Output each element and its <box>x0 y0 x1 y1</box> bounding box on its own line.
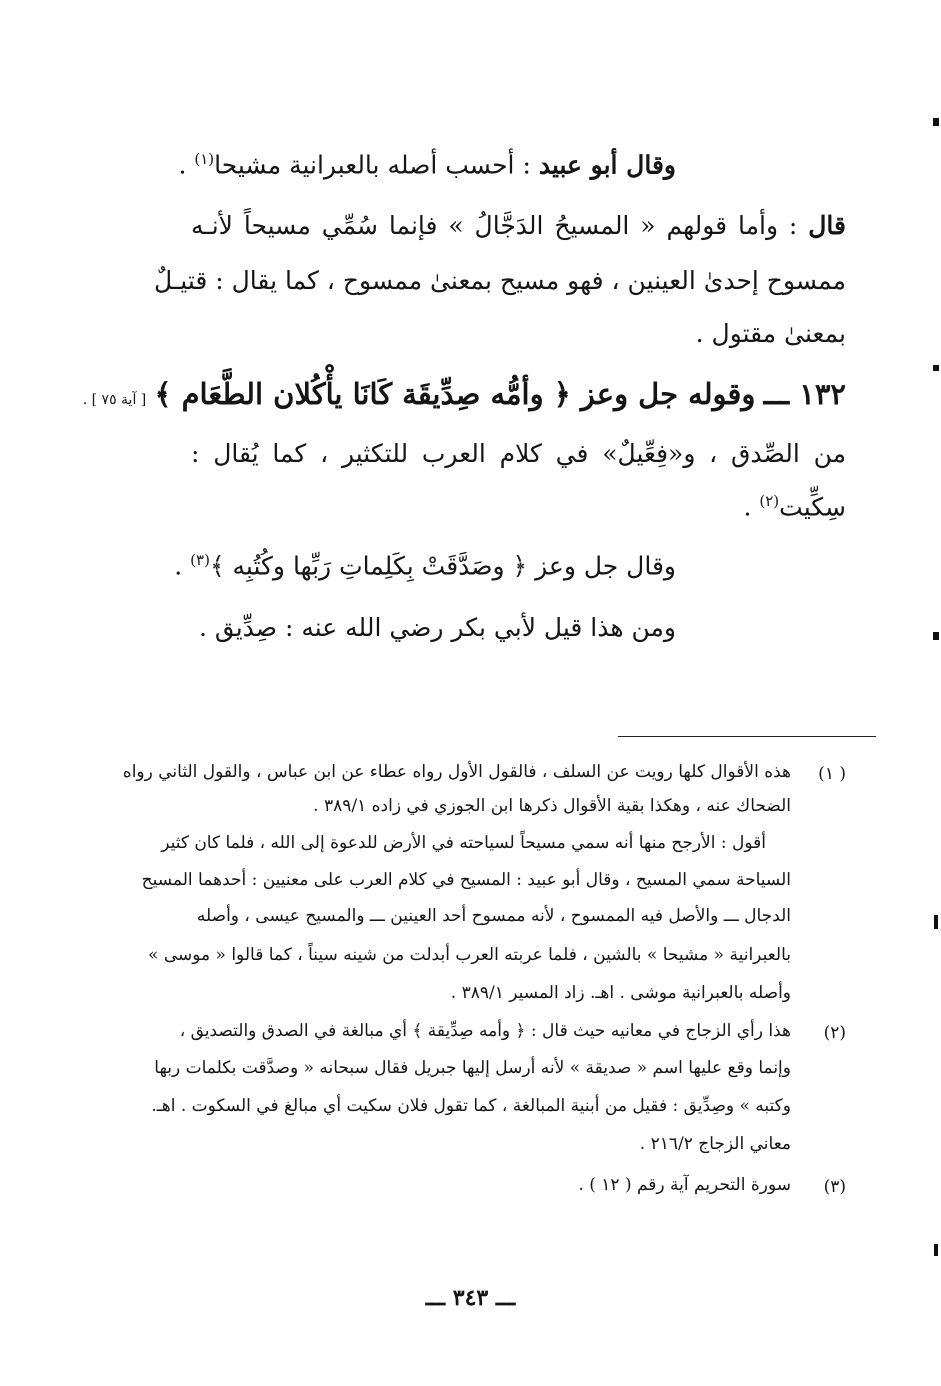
entry-verse: وقوله جل وعز ﴿ وأمُّه صِدِّيقَة كَانَا يأْكُلان الطَّعَام ﴾ <box>154 377 756 411</box>
main-line-1 <box>178 150 676 180</box>
line-text: سِكِّيت <box>779 492 846 522</box>
footnote-1-line: الدجال ـــ والأصل فيه الممسوح ، لأنه ممسوح أحد العينين ـــ والمسيح عيسى ، وأصله <box>196 906 791 926</box>
footnote-2-number: (٢) <box>823 1023 846 1043</box>
main-line-3: ممسوح إحدىٰ العينين ، فهو مسيح بمعنىٰ ممسوح ، كما يقال : قتيـلٌ <box>154 266 846 295</box>
footnote-separator <box>618 736 876 737</box>
scan-edge-mark <box>933 632 939 640</box>
scan-edge-mark <box>934 1244 938 1256</box>
speaker-name: وقال أبو عبيد <box>538 150 676 180</box>
footnote-2-line: هذا رأي الزجاج في معانيه حيث قال : ﴿ وأمه صِدِّيقة ﴾ أي مبالغة في الصدق والتصديق ، <box>179 1021 791 1041</box>
footnote-ref-2: (٢) <box>759 492 780 510</box>
footnote-ref-1: (١) <box>194 150 215 168</box>
footnote-1-line: هذه الأقوال كلها رويت عن السلف ، فالقول الأول رواه عطاء عن ابن عباس ، والقول الثاني رواه <box>122 762 791 782</box>
verse-reference: [ آية ٧٥ ] . <box>82 392 147 408</box>
line-text: وقال جل وعز ﴿ وصَدَّقَتْ بِكَلِماتِ رَبِّها وكُتُبِه ﴾ <box>209 551 676 581</box>
main-line-4: بمعنىٰ مقتول . <box>695 319 846 348</box>
entry-number: ١٣٢ ـــ <box>763 377 846 411</box>
footnote-3-number: (٣) <box>823 1177 846 1197</box>
footnote-2-line: معاني الزجاج ٢١٦/٢ . <box>639 1134 791 1154</box>
entry-132 <box>83 377 846 411</box>
main-line-9: ومن هذا قيل لأبي بكر رضي الله عنه : صِدِّيق . <box>198 613 676 642</box>
footnote-2-line: وكتبه » وصِدِّيق : فقيل من أبنية المبالغة ، كما تقول فلان سكيت أي مبالغ في السكوت . اهـ. <box>151 1096 791 1116</box>
footnote-1-line: بالعبرانية « مشيحا » بالشين ، فلما عربته العرب أبدلت من شينه سيناً ، كما قالوا « موسى » <box>148 945 791 965</box>
page-number: ـــ ٣٤٣ ـــ <box>425 1285 516 1311</box>
footnote-1-line: أقول : الأرجح منها أنه سمي مسيحاً لسياحته في الأرض للدعوة إلى الله ، فلما كان كثير <box>161 833 766 853</box>
footnote-1-line: وأصله بالعبرانية موشى . اهـ. زاد المسير ٣٨٩/١ . <box>450 983 791 1003</box>
line-end: . <box>178 150 195 180</box>
main-line-7 <box>743 492 846 522</box>
main-line-8 <box>174 551 676 581</box>
scan-edge-mark <box>933 365 939 371</box>
footnote-1-line: السياحة سمي المسيح ، وقال أبو عبيد : المسيح في كلام العرب على معنيين : أحدهما المسيح <box>141 870 791 890</box>
line-text: : وأما قولهم « المسيحُ الدَجَّالُ » فإنما سُمِّي مسيحاً لأنـه <box>191 211 809 240</box>
line-end: . <box>743 492 760 522</box>
main-line-6: من الصِّدق ، و«فِعِّيلٌ» في كلام العرب للتكثير ، كما يُقال : <box>191 439 846 468</box>
footnote-ref-3: (٣) <box>190 551 210 569</box>
line-end: . <box>174 551 191 581</box>
footnote-2-line: وإنما وقع عليها اسم « صديقة » لأنه أرسل إليها جبريل فقال سبحانه « وصدَّقت بكلمات ربها <box>154 1058 791 1078</box>
line-text: : أحسب أصله بالعبرانية مشيحا <box>214 150 539 180</box>
footnote-1-number: ( ١) <box>818 764 846 784</box>
footnote-3-line: سورة التحريم آية رقم ( ١٢ ) . <box>578 1175 791 1195</box>
scan-edge-mark <box>934 915 938 929</box>
speaker-label: قال <box>808 211 846 240</box>
footnote-1-line: الضحاك عنه ، وهكذا بقية الأقوال ذكرها ابن الجوزي في زاده ٣٨٩/١ . <box>313 796 791 816</box>
scan-edge-mark <box>933 118 939 126</box>
main-line-2 <box>191 213 846 238</box>
